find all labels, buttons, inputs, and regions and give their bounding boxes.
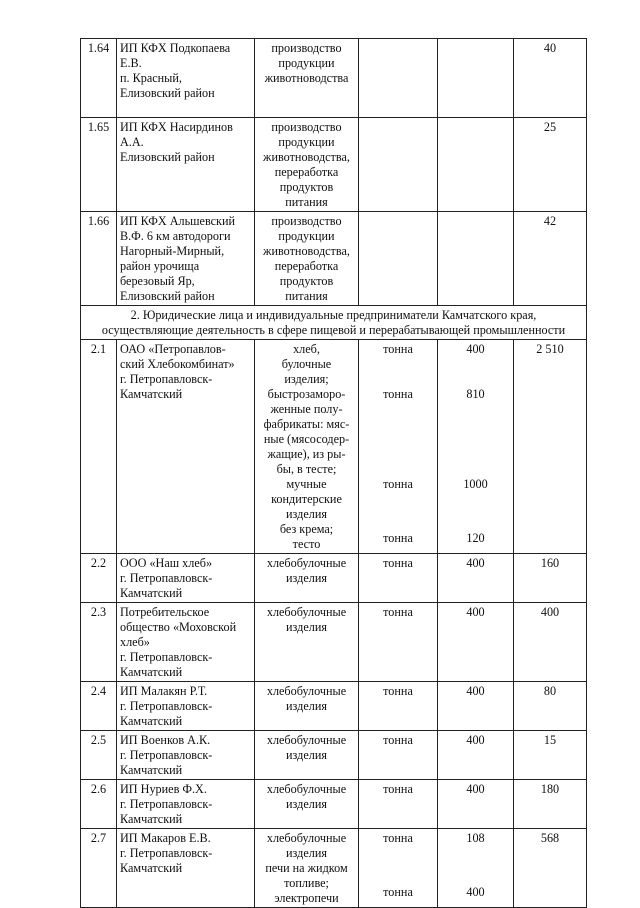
table-row: [81, 212, 587, 306]
total-cell: 180: [514, 780, 587, 829]
product-type: производство продукции животноводства: [255, 39, 359, 118]
capacity-cell: 400: [438, 682, 514, 731]
unit-cell: тонна тонна тонна тонна: [359, 340, 438, 554]
enterprise-name: ИП Макаров Е.В. г. Петропавловск- Камчатский: [117, 829, 255, 908]
product-type: хлебобулочные изделия: [255, 682, 359, 731]
unit-cell: тонна: [359, 780, 438, 829]
enterprise-name: ИП КФХ Альшевский В.Ф. 6 км автодороги Нагорный-Мирный, район урочища березовый Яр, Елизовский район: [117, 212, 255, 306]
unit-cell: тонна: [359, 603, 438, 682]
enterprise-name: ИП КФХ Подкопаева Е.В. п. Красный, Елизовский район: [117, 39, 255, 118]
row-number: 1.65: [81, 118, 117, 212]
enterprise-name: ИП Малакян Р.Т. г. Петропавловск- Камчатский: [117, 682, 255, 731]
table-row: [81, 603, 587, 682]
product-type: хлебобулочные изделия: [255, 780, 359, 829]
table-row: [81, 682, 587, 731]
total-cell: 40: [514, 39, 587, 118]
enterprise-name: ИП КФХ Насирдинов А.А. Елизовский район: [117, 118, 255, 212]
unit-cell: [359, 118, 438, 212]
table-row: [81, 39, 587, 118]
row-number: 1.66: [81, 212, 117, 306]
table-row: [81, 731, 587, 780]
capacity-cell: 400 810 1000 120: [438, 340, 514, 554]
table-row: [81, 780, 587, 829]
row-number: 2.6: [81, 780, 117, 829]
product-type: хлеб, булочные изделия; быстрозаморо- женные полу- фабрикаты: мяс- ные (мясосодер- жащие), из ры- бы, в тесте; мучные кондитерские изделия без крема; тесто: [255, 340, 359, 554]
capacity-cell: 400: [438, 603, 514, 682]
capacity-cell: 108 400: [438, 829, 514, 908]
unit-cell: [359, 212, 438, 306]
total-cell: 160: [514, 554, 587, 603]
section-header-row: [81, 306, 587, 340]
total-cell: 42: [514, 212, 587, 306]
capacity-cell: [438, 212, 514, 306]
row-number: 2.7: [81, 829, 117, 908]
enterprise-name: ОАО «Петропавлов- ский Хлебокомбинат» г. Петропавловск- Камчатский: [117, 340, 255, 554]
table-row: [81, 340, 587, 554]
capacity-cell: 400: [438, 780, 514, 829]
section-heading: 2. Юридические лица и индивидуальные предприниматели Камчатского края, осуществляющие деятельность в сфере пищевой и перерабатывающей промышленности: [81, 306, 587, 340]
row-number: 2.2: [81, 554, 117, 603]
enterprise-name: Потребительское общество «Моховской хлеб» г. Петропавловск- Камчатский: [117, 603, 255, 682]
unit-cell: тонна: [359, 554, 438, 603]
product-type: производство продукции животноводства, переработка продуктов питания: [255, 118, 359, 212]
product-type: хлебобулочные изделия: [255, 731, 359, 780]
unit-cell: тонна: [359, 682, 438, 731]
total-cell: 25: [514, 118, 587, 212]
total-cell: 400: [514, 603, 587, 682]
capacity-cell: [438, 39, 514, 118]
row-number: 2.3: [81, 603, 117, 682]
enterprise-table: [80, 38, 587, 908]
row-number: 2.5: [81, 731, 117, 780]
product-type: хлебобулочные изделия печи на жидком топливе; электропечи: [255, 829, 359, 908]
row-number: 2.1: [81, 340, 117, 554]
capacity-cell: 400: [438, 731, 514, 780]
total-cell: 15: [514, 731, 587, 780]
row-number: 2.4: [81, 682, 117, 731]
unit-cell: тонна тонна: [359, 829, 438, 908]
enterprise-name: ИП Военков А.К. г. Петропавловск- Камчатский: [117, 731, 255, 780]
unit-cell: тонна: [359, 731, 438, 780]
table-row: [81, 554, 587, 603]
table-row: [81, 829, 587, 908]
product-type: хлебобулочные изделия: [255, 603, 359, 682]
total-cell: 2 510: [514, 340, 587, 554]
product-type: хлебобулочные изделия: [255, 554, 359, 603]
row-number: 1.64: [81, 39, 117, 118]
table-row: [81, 118, 587, 212]
unit-cell: [359, 39, 438, 118]
capacity-cell: [438, 118, 514, 212]
enterprise-name: ООО «Наш хлеб» г. Петропавловск- Камчатский: [117, 554, 255, 603]
enterprise-name: ИП Нуриев Ф.Х. г. Петропавловск- Камчатский: [117, 780, 255, 829]
total-cell: 80: [514, 682, 587, 731]
capacity-cell: 400: [438, 554, 514, 603]
product-type: производство продукции животноводства, переработка продуктов питания: [255, 212, 359, 306]
total-cell: 568: [514, 829, 587, 908]
